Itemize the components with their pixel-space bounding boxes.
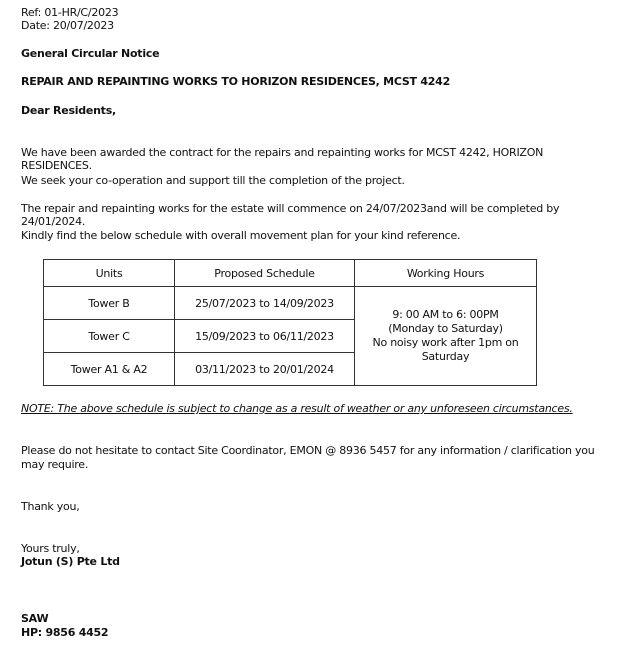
header-units: Units (44, 260, 175, 287)
table-header-row (44, 260, 537, 287)
body-paragraph-2-line-3: Kindly find the below schedule with overall movement plan for your kind reference. (21, 229, 461, 242)
working-hours-line: (Monday to Saturday) (388, 322, 503, 335)
body-paragraph-1-line-3: We seek your co-operation and support till the completion of the project. (21, 174, 405, 187)
reference-number: Ref: 01-HR/C/2023 (21, 6, 119, 19)
header-working-hours: Working Hours (355, 260, 537, 287)
body-paragraph-2-line-2: 24/01/2024. (21, 215, 86, 228)
notice-subject: REPAIR AND REPAINTING WORKS TO HORIZON RESIDENCES, MCST 4242 (21, 75, 450, 88)
working-hours-line: Saturday (421, 350, 470, 363)
schedule-note: NOTE: The above schedule is subject to change as a result of weather or any unforeseen circumstances. (21, 402, 573, 415)
company-name: Jotun (S) Pte Ltd (21, 555, 120, 568)
schedule-cell: 15/09/2023 to 06/11/2023 (175, 320, 355, 353)
unit-cell: Tower C (44, 320, 175, 353)
schedule-cell: 25/07/2023 to 14/09/2023 (175, 287, 355, 320)
closing-thanks: Thank you, (21, 500, 80, 513)
body-paragraph-1-line-1: We have been awarded the contract for the repairs and repainting works for MCST 4242, HORIZON (21, 146, 544, 159)
schedule-table (43, 259, 537, 386)
unit-cell: Tower B (44, 287, 175, 320)
signatory-phone: HP: 9856 4452 (21, 626, 109, 639)
working-hours-line: No noisy work after 1pm on (372, 336, 519, 349)
signatory-name: SAW (21, 612, 49, 625)
closing-yours-truly: Yours truly, (21, 542, 80, 555)
notice-date: Date: 20/07/2023 (21, 19, 114, 32)
header-proposed-schedule: Proposed Schedule (175, 260, 355, 287)
unit-cell: Tower A1 & A2 (44, 353, 175, 386)
working-hours-cell (355, 287, 537, 386)
table-row (44, 287, 537, 320)
schedule-cell: 03/11/2023 to 20/01/2024 (175, 353, 355, 386)
contact-line-2: may require. (21, 458, 89, 471)
contact-line-1: Please do not hesitate to contact Site Coordinator, EMON @ 8936 5457 for any information / clarification you (21, 444, 595, 457)
working-hours-line: 9: 00 AM to 6: 00PM (392, 308, 499, 321)
body-paragraph-1-line-2: RESIDENCES. (21, 159, 92, 172)
notice-title: General Circular Notice (21, 47, 160, 60)
salutation: Dear Residents, (21, 104, 116, 117)
body-paragraph-2-line-1: The repair and repainting works for the estate will commence on 24/07/2023and will be completed by (21, 202, 560, 215)
